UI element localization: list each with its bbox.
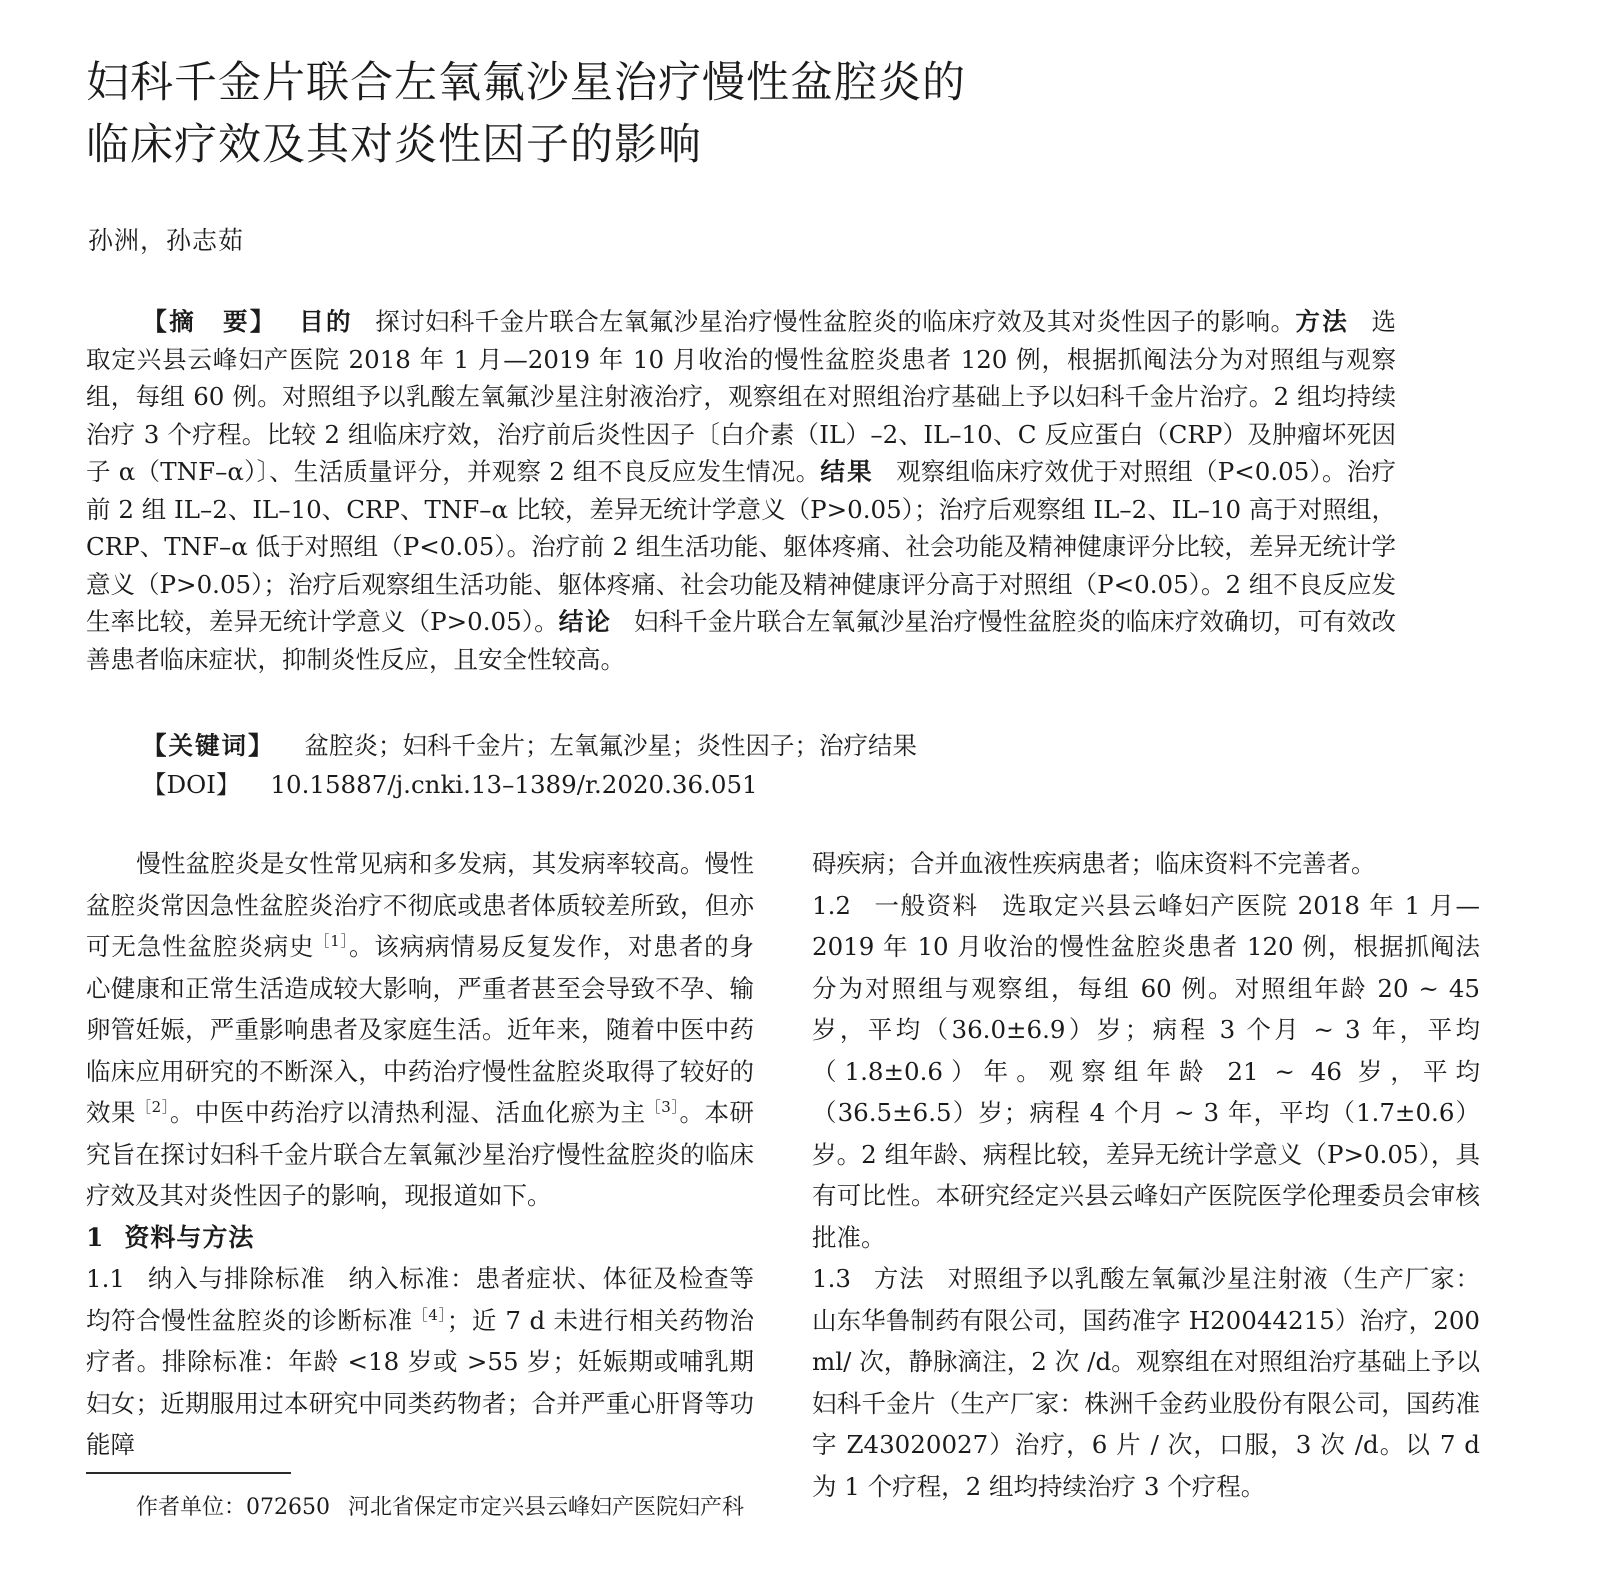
subsection-1-2 <box>812 885 1480 1259</box>
doi-value[interactable]: 10.15887/j.cnki.13–1389/r.2020.36.051 <box>270 770 758 799</box>
subsection-number-1-1: 1.1 <box>86 1264 125 1293</box>
author-list: 孙洲，孙志茹 <box>88 226 245 255</box>
footnote-affiliation <box>86 1491 744 1525</box>
subsection-1-1 <box>86 1258 754 1466</box>
title-line-1: 妇科千金片联合左氧氟沙星治疗慢性盆腔炎的 <box>86 58 966 108</box>
abstract-label: 【摘 要】 <box>142 307 277 336</box>
subsection-1-1-text-a: 纳入标准：患者症状、体征及检查等均符合慢性盆腔炎的诊断标准 <box>86 1264 755 1335</box>
results-label: 结果 <box>820 457 874 486</box>
footnote-affiliation-text: 河北省保定市定兴县云峰妇产医院妇产科 <box>348 1495 745 1520</box>
abstract-paragraph <box>86 303 1396 678</box>
reference-marker-1: ［1］ <box>314 931 349 950</box>
keywords-value: 盆腔炎；妇科千金片；左氧氟沙星；炎性因子；治疗结果 <box>304 731 917 760</box>
results-text: 观察组临床疗效优于对照组（P<0.05）。治疗前 2 组 IL–2、IL–10、CRP、TNF–α 比较，差异无统计学意义（P>0.05）；治疗后观察组 IL–2、IL–10 高于对照组，CRP、TNF–α 低于对照组（P<0.05）。治疗前 2 组生活功能、躯体疼痛、社会功能及精神健康评分比较，差异无统计学意义（P>0.05）；治疗后观察组生活功能、躯体疼痛、社会功能及精神健康评分高于对照组（P<0.05）。2 组不良反应发生率比较，差异无统计学意义（P>0.05）。 <box>86 457 1396 636</box>
reference-marker-3: ［3］ <box>645 1097 680 1116</box>
section-number-1: 1 <box>86 1222 105 1252</box>
reference-marker-2: ［2］ <box>136 1097 170 1116</box>
objective-label: 目的 <box>298 307 353 336</box>
reference-marker-4: ［4］ <box>412 1305 447 1324</box>
continued-text: 碍疾病；合并血液性疾病患者；临床资料不完善者。 <box>812 849 1376 878</box>
subsection-1-3-text: 对照组予以乳酸左氧氟沙星注射液（生产厂家：山东华鲁制药有限公司，国药准字 H20044215）治疗，200 ml/ 次，静脉滴注，2 次 /d。观察组在对照组治疗基础上予以妇科千金片（生产厂家：株洲千金药业股份有限公司，国药准字 Z43020027）治疗，6 片 / 次，口服，3 次 /d。以 7 d 为 1 个疗程，2 组均持续治疗 3 个疗程。 <box>812 1264 1481 1501</box>
subsection-title-1-2: 一般资料 <box>872 890 979 920</box>
keywords-line <box>86 727 917 764</box>
methods-label: 方法 <box>1295 307 1350 336</box>
subsection-title-1-3: 方法 <box>872 1264 925 1293</box>
title-line-2: 临床疗效及其对炎性因子的影响 <box>86 120 702 170</box>
objective-text: 探讨妇科千金片联合左氧氟沙星治疗慢性盆腔炎的临床疗效及其对炎性因子的影响。 <box>374 307 1296 336</box>
section-title-1: 资料与方法 <box>124 1222 255 1252</box>
doi-line <box>86 766 758 803</box>
footnote-divider <box>86 1472 291 1474</box>
subsection-1-1-text-b: ；近 7 d 未进行相关药物治疗者。排除标准：年龄 <18 岁或 >55 岁；妊娠期或哺乳期妇女；近期服用过本研究中同类药物者；合并严重心肝肾等功能障 <box>86 1305 755 1459</box>
subsection-number-1-2: 1.2 <box>812 890 851 920</box>
intro-text-b: 。该病病情易反复发作，对患者的身心健康和正常生活造成较大影响，严重者甚至会导致不孕、输卵管妊娠，严重影响患者及家庭生活。近年来，随着中医中药临床应用研究的不断深入，中药治疗慢性盆腔炎取得了较好的效果 <box>86 932 755 1127</box>
intro-paragraph <box>86 843 754 1217</box>
subsection-1-3 <box>812 1258 1480 1507</box>
conclusion-label: 结论 <box>558 607 612 636</box>
intro-text-d: 。本研究旨在探讨妇科千金片联合左氧氟沙星治疗慢性盆腔炎的临床疗效及其对炎性因子的影响，现报道如下。 <box>86 1098 755 1210</box>
abstract-block <box>86 303 1396 678</box>
subsection-number-1-3: 1.3 <box>812 1264 851 1293</box>
footnote-label: 作者单位： <box>136 1495 247 1520</box>
doi-label: 【DOI】 <box>142 770 241 799</box>
intro-text-a: 慢性盆腔炎是女性常见病和多发病，其发病率较高。慢性盆腔炎常因急性盆腔炎治疗不彻底或患者体质较差所致，但亦可无急性盆腔炎病史 <box>86 849 754 961</box>
body-right-column <box>812 843 1480 1507</box>
footnote-postcode: 072650 <box>246 1495 330 1520</box>
keywords-label: 【关键词】 <box>142 731 275 760</box>
subsection-1-2-text: 选取定兴县云峰妇产医院 2018 年 1 月—2019 年 10 月收治的慢性盆腔炎患者 120 例，根据抓阄法分为对照组与观察组，每组 60 例。对照组年龄 20 ~ 45 岁，平均（36.0±6.9）岁；病程 3 个月 ~ 3 年，平均（1.8±0.6）年。观察组年龄 21 ~ 46 岁，平均（36.5±6.5）岁；病程 4 个月 ~ 3 年，平均（1.7±0.6）岁。2 组年龄、病程比较，差异无统计学意义（P>0.05），具有可比性。本研究经定兴县云峰妇产医院医学伦理委员会审核批准。 <box>812 890 1481 1252</box>
subsection-title-1-1: 纳入与排除标准 <box>146 1264 326 1293</box>
article-title <box>86 52 1486 176</box>
conclusion-text: 妇科千金片联合左氧氟沙星治疗慢性盆腔炎的临床疗效确切，可有效改善患者临床症状，抑制炎性反应，且安全性较高。 <box>86 607 1397 674</box>
intro-text-c: 。中医中药治疗以清热利湿、活血化瘀为主 <box>169 1098 646 1127</box>
body-left-column <box>86 843 754 1466</box>
section-heading-1 <box>86 1217 754 1259</box>
methods-text: 选取定兴县云峰妇产医院 2018 年 1 月—2019 年 10 月收治的慢性盆腔炎患者 120 例，根据抓阄法分为对照组与观察组，每组 60 例。对照组予以乳酸左氧氟沙星注射液治疗，观察组在对照组治疗基础上予以妇科千金片治疗。2 组均持续治疗 3 个疗程。比较 2 组临床疗效，治疗前后炎性因子〔白介素（IL）–2、IL–10、C 反应蛋白（CRP）及肿瘤坏死因子 α（TNF–α）〕、生活质量评分，并观察 2 组不良反应发生情况。 <box>86 307 1397 486</box>
